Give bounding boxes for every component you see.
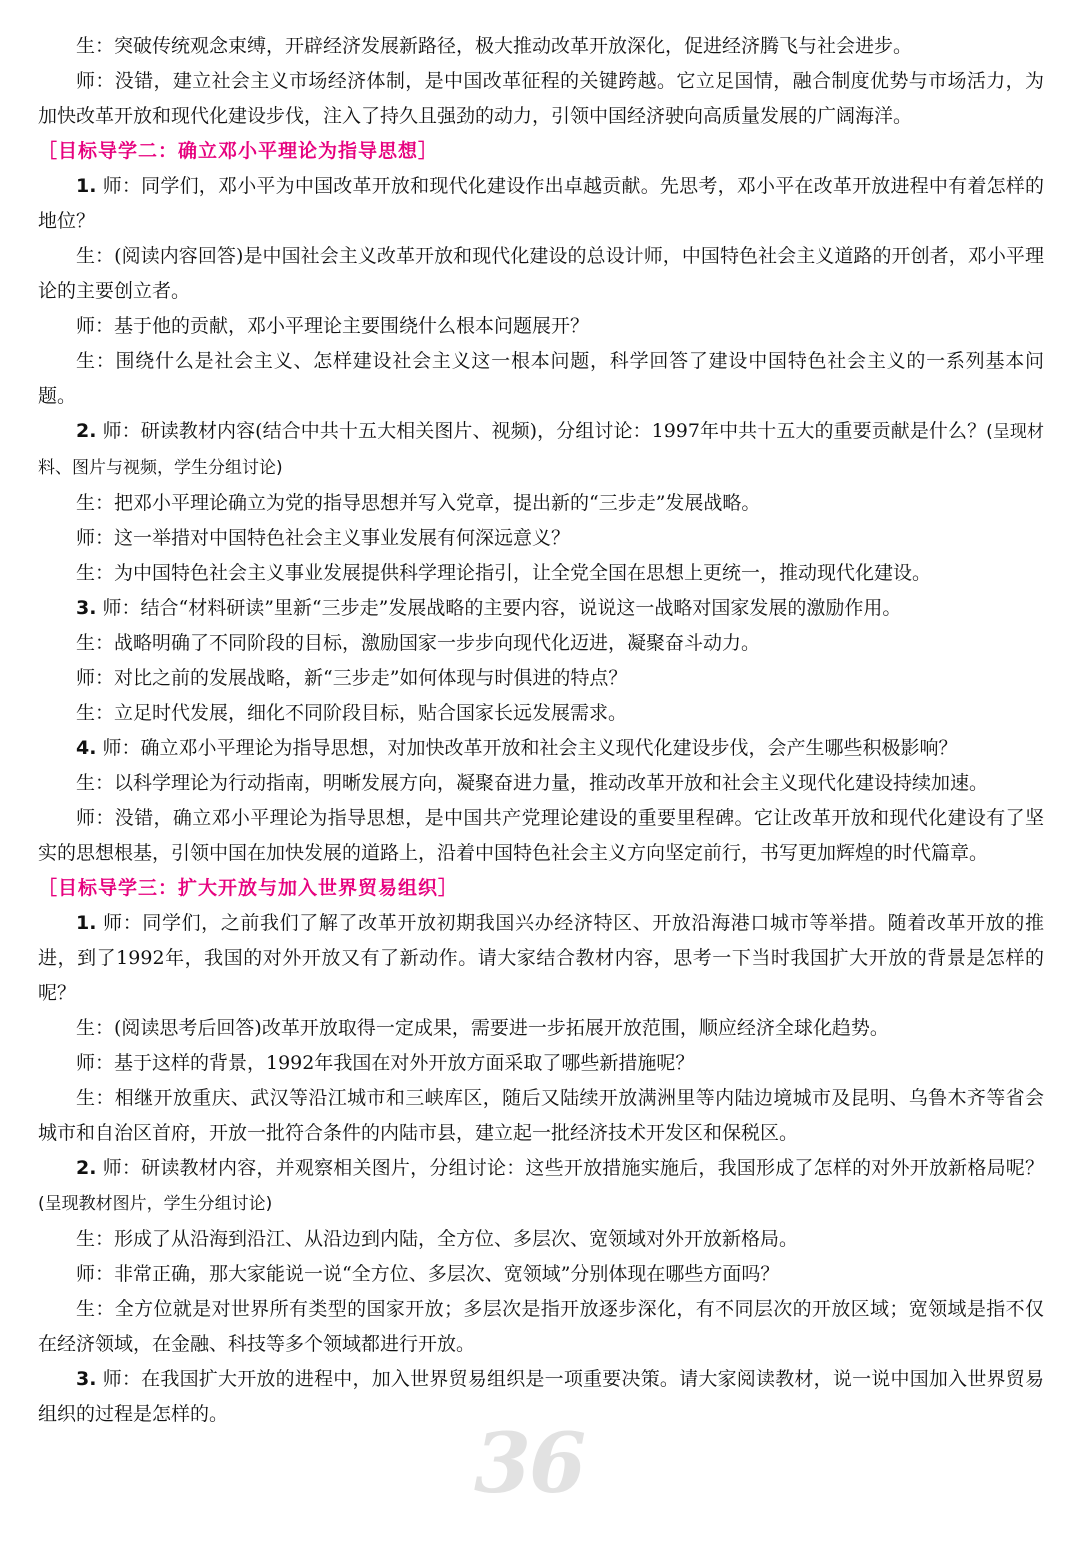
paragraph — [38, 239, 1044, 309]
paragraph — [38, 64, 1044, 134]
paragraph — [38, 801, 1044, 871]
paragraph — [38, 906, 1044, 1011]
paragraph — [38, 731, 1044, 766]
question-number: 3. — [76, 597, 97, 619]
paragraph — [38, 661, 1044, 696]
paragraph — [38, 344, 1044, 414]
paragraph-text: 生：形成了从沿海到沿江、从沿边到内陆，全方位、多层次、宽领域对外开放新格局。 — [76, 1228, 799, 1250]
paragraph-text: 师：同学们，之前我们了解了改革开放初期我国兴办经济特区、开放沿海港口城市等举措。随着改革开放的推进，到了1992年，我国的对外开放又有了新动作。请大家结合教材内容，思考一下当时我国扩大开放的背景是怎样的呢？ — [38, 912, 1044, 1004]
paragraph-text: 师：基于他的贡献，邓小平理论主要围绕什么根本问题展开？ — [76, 315, 590, 337]
paragraph — [38, 414, 1044, 486]
paragraph — [38, 1222, 1044, 1257]
paragraph-text: 生：(阅读思考后回答)改革开放取得一定成果，需要进一步拓展开放范围，顺应经济全球化趋势。 — [76, 1017, 889, 1039]
paragraph-text: 师：基于这样的背景，1992年我国在对外开放方面采取了哪些新措施呢？ — [76, 1052, 695, 1074]
paragraph — [38, 169, 1044, 239]
question-number: 2. — [76, 420, 97, 442]
paragraph — [38, 591, 1044, 626]
section-heading: ［目标导学二：确立邓小平理论为指导思想］ — [38, 140, 439, 162]
paragraph — [38, 1011, 1044, 1046]
activity-note: (呈现材料、图片与视频，学生分组讨论) — [38, 422, 1044, 478]
paragraph-text: 生：立足时代发展，细化不同阶段目标，贴合国家长远发展需求。 — [76, 702, 628, 724]
paragraph — [38, 29, 1044, 64]
question-number: 4. — [76, 737, 97, 759]
paragraph — [38, 1292, 1044, 1362]
paragraph-text: 生：突破传统观念束缚，开辟经济发展新路径，极大推动改革开放深化，促进经济腾飞与社会进步。 — [76, 35, 913, 57]
paragraph-text: 生：围绕什么是社会主义、怎样建设社会主义这一根本问题，科学回答了建设中国特色社会主义的一系列基本问题。 — [38, 350, 1044, 407]
question-number: 1. — [76, 175, 97, 197]
page-number: 36 — [474, 1416, 585, 1512]
paragraph-text: 生：全方位就是对世界所有类型的国家开放；多层次是指开放逐步深化，有不同层次的开放区域；宽领域是指不仅在经济领域，在金融、科技等多个领域都进行开放。 — [38, 1298, 1044, 1355]
question-number: 2. — [76, 1157, 97, 1179]
paragraph-text: 师：在我国扩大开放的进程中，加入世界贸易组织是一项重要决策。请大家阅读教材，说一说中国加入世界贸易组织的过程是怎样的。 — [38, 1368, 1044, 1425]
paragraph-text: 生：战略明确了不同阶段的目标，激励国家一步步向现代化迈进，凝聚奋斗动力。 — [76, 632, 761, 654]
paragraph — [38, 1046, 1044, 1081]
activity-note: (呈现教材图片，学生分组讨论) — [38, 1194, 273, 1214]
paragraph-text: 师：没错，确立邓小平理论为指导思想，是中国共产党理论建设的重要里程碑。它让改革开放和现代化建设有了坚实的思想根基，引领中国在加快发展的道路上，沿着中国特色社会主义方向坚定前行，书写更加辉煌的时代篇章。 — [38, 807, 1044, 864]
paragraph — [38, 486, 1044, 521]
paragraph-text: 师：结合“材料研读”里新“三步走”发展战略的主要内容，说说这一战略对国家发展的激励作用。 — [102, 597, 902, 619]
paragraph-text: 生：为中国特色社会主义事业发展提供科学理论指引，让全党全国在思想上更统一，推动现代化建设。 — [76, 562, 932, 584]
paragraph-text: 生：(阅读内容回答)是中国社会主义改革开放和现代化建设的总设计师，中国特色社会主义道路的开创者，邓小平理论的主要创立者。 — [38, 245, 1044, 302]
question-number: 3. — [76, 1368, 97, 1390]
paragraph-text: 师：非常正确，那大家能说一说“全方位、多层次、宽领域”分别体现在哪些方面吗？ — [76, 1263, 780, 1285]
paragraph-text: 师：对比之前的发展战略，新“三步走”如何体现与时俱进的特点？ — [76, 667, 628, 689]
paragraph-text: 生：把邓小平理论确立为党的指导思想并写入党章，提出新的“三步走”发展战略。 — [76, 492, 761, 514]
paragraph — [38, 521, 1044, 556]
paragraph — [38, 1362, 1044, 1432]
paragraph — [38, 626, 1044, 661]
paragraph — [38, 309, 1044, 344]
paragraph — [38, 556, 1044, 591]
page-body — [38, 29, 1044, 1432]
paragraph — [38, 1257, 1044, 1292]
paragraph-text: 师：研读教材内容，并观察相关图片，分组讨论：这些开放措施实施后，我国形成了怎样的对外开放新格局呢？ — [102, 1157, 1044, 1179]
paragraph-text: 师：研读教材内容(结合中共十五大相关图片、视频)，分组讨论：1997年中共十五大的重要贡献是什么？ — [102, 420, 987, 442]
paragraph — [38, 766, 1044, 801]
question-number: 1. — [76, 912, 97, 934]
paragraph-text: 师：同学们，邓小平为中国改革开放和现代化建设作出卓越贡献。先思考，邓小平在改革开放进程中有着怎样的地位？ — [38, 175, 1044, 232]
paragraph — [38, 696, 1044, 731]
paragraph-text: 生：以科学理论为行动指南，明晰发展方向，凝聚奋进力量，推动改革开放和社会主义现代化建设持续加速。 — [76, 772, 989, 794]
paragraph-text: 生：相继开放重庆、武汉等沿江城市和三峡库区，随后又陆续开放满洲里等内陆边境城市及昆明、乌鲁木齐等省会城市和自治区首府，开放一批符合条件的内陆市县，建立起一批经济技术开发区和保税区。 — [38, 1087, 1044, 1144]
paragraph-text: 师：确立邓小平理论为指导思想，对加快改革开放和社会主义现代化建设步伐，会产生哪些积极影响？ — [102, 737, 958, 759]
paragraph — [38, 1081, 1044, 1151]
paragraph — [38, 1151, 1044, 1222]
paragraph-text: 师：这一举措对中国特色社会主义事业发展有何深远意义？ — [76, 527, 571, 549]
section-heading: ［目标导学三：扩大开放与加入世界贸易组织］ — [38, 877, 459, 899]
paragraph-text: 师：没错，建立社会主义市场经济体制，是中国改革征程的关键跨越。它立足国情，融合制度优势与市场活力，为加快改革开放和现代化建设步伐，注入了持久且强劲的动力，引领中国经济驶向高质量发展的广阔海洋。 — [38, 70, 1044, 127]
